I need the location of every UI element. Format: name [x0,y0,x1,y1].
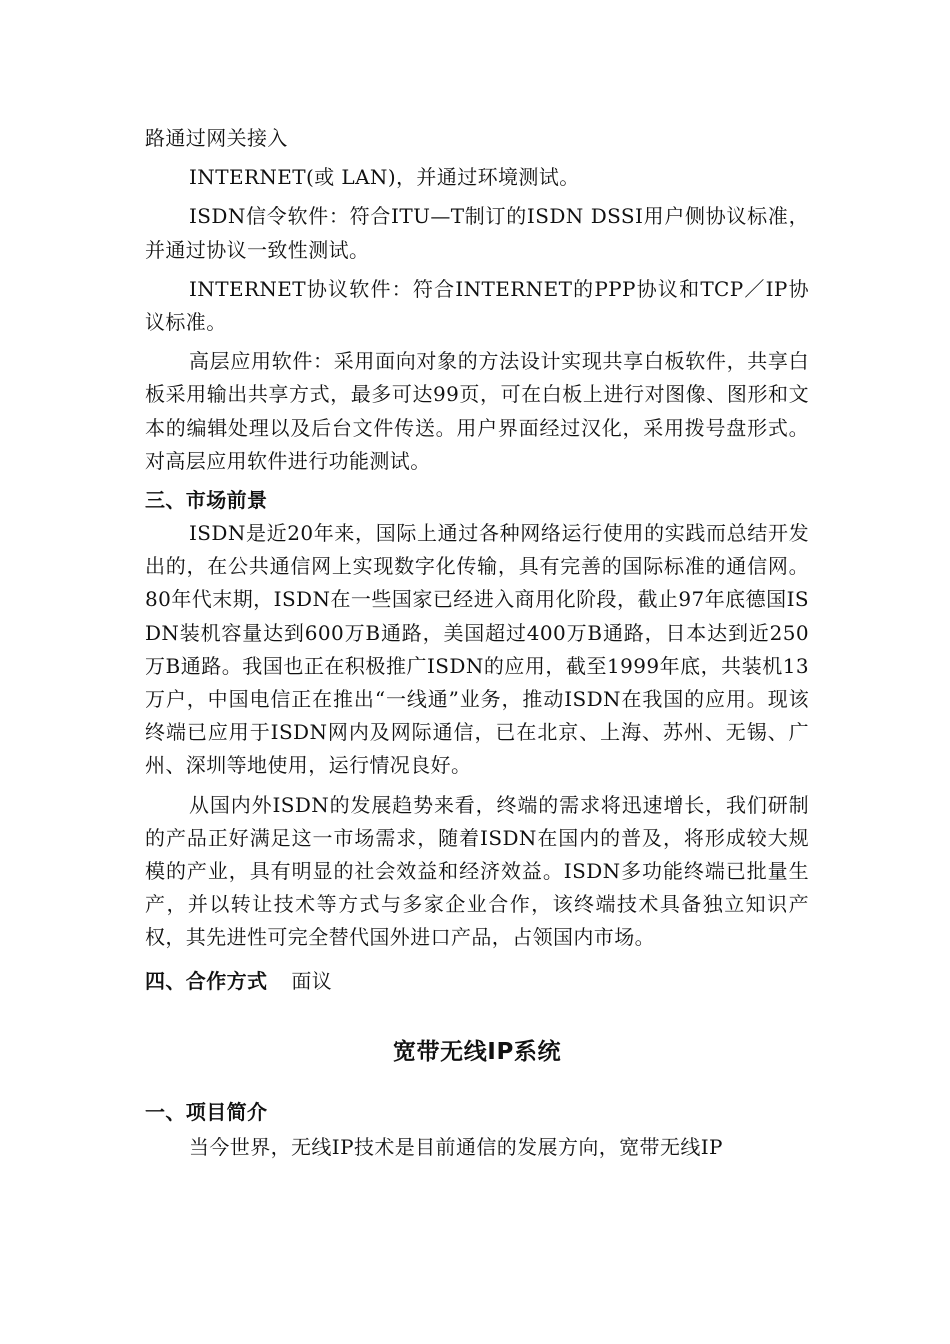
section-heading-cooperation [145,965,809,998]
paragraph: 从国内外ISDN的发展趋势来看，终端的需求将迅速增长，我们研制的产品正好满足这一市场需求，随着ISDN在国内的普及，将形成较大规模的产业，具有明显的社会效益和经济效益。ISDN多功能终端已批量生产，并以转让技术等方式与多家企业合作，该终端技术具备独立知识产权，其先进性可完全替代国外进口产品，占领国内市场。 [145,792,809,950]
paragraph: ISDN信令软件：符合ITU—T制订的ISDN DSSI用户侧协议标准，并通过协议一致性测试。 [145,204,809,262]
cooperation-value: 面议 [291,968,333,993]
section-heading-market: 三、市场前景 [145,488,268,513]
paragraph: INTERNET协议软件：符合INTERNET的PPP协议和TCP／IP协议标准。 [145,276,809,335]
paragraph: INTERNET(或 LAN)，并通过环境测试。 [189,165,580,190]
section-heading-intro: 一、项目简介 [145,1099,268,1124]
paragraph: ISDN是近20年来，国际上通过各种网络运行使用的实践而总结开发出的，在公共通信网上实现数字化传输，具有完善的国际标准的通信网。80年代末期，ISDN在一些国家已经进入商用化阶段，截止97年底德国ISDN装机容量达到600万B通路，美国超过400万B通路，日本达到近250万B通路。我国也正在积极推广ISDN的应用，截至1999年底，共装机13万户，中国电信正在推出“一线通”业务，推动ISDN在我国的应用。现该终端已应用于ISDN网内及网际通信，已在北京、上海、苏州、无锡、广州、深圳等地使用，运行情况良好。 [145,521,809,778]
paragraph: 路通过网关接入 [145,126,288,150]
paragraph: 高层应用软件：采用面向对象的方法设计实现共享白板软件，共享白板采用输出共享方式，最多可达99页，可在白板上进行对图像、图形和文本的编辑处理以及后台文件传送。用户界面经过汉化，采用拨号盘形式。对高层应用软件进行功能测试。 [145,349,809,473]
section-heading-label: 四、合作方式 [145,968,268,993]
page-content [145,122,809,1164]
paragraph: 当今世界，无线IP技术是目前通信的发展方向，宽带无线IP [189,1134,723,1159]
article-title: 宽带无线IP系统 [392,1038,562,1065]
